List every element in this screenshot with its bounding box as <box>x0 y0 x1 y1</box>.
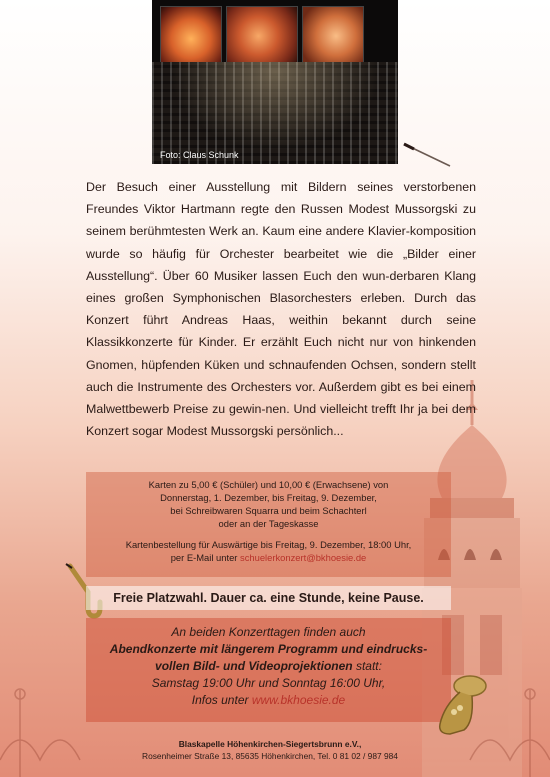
main-description <box>86 176 476 442</box>
ticket-order-line: Kartenbestellung für Auswärtige bis Freitag, 9. Dezember, 18:00 Uhr, <box>125 539 412 550</box>
description-paragraph: Der Besuch einer Ausstellung mit Bildern seines verstorbenen Freundes Viktor Hartmann regte den Russen Modest Mussorgski zu seinem berühmtesten Werk an. Kaum eine andere Klavier-komposition wurde so häufig für Orchester bearbeitet wie die „Bilder einer Ausstellung“. Über 60 Musiker lassen Euch den wun-derbaren Klang eines großen Symphonischen Blasorchesters erleben. Durch das Konzert führt Andreas Haas, weithin bekannt durch seine Klassikkonzerte für Kinder. Er erzählt Euch nicht nur von hinkenden Gnomen, hüpfenden Küken und schnaufenden Ochsen, sondern stellt auch die Instrumente des Orchesters vor. Außerdem gibt es bei einem Malwettbewerb Preise zu gewin-nen. Und vielleicht trefft Ihr ja bei dem Konzert sogar Modest Mussorgski persönlich... <box>86 180 476 439</box>
ticket-email-link[interactable]: schuelerkonzert@bkhoesie.de <box>240 552 367 563</box>
evening-info-prefix: Infos unter <box>191 693 252 707</box>
footer-organization: Blaskapelle Höhenkirchen-Siegertsbrunn e.V., <box>178 739 362 749</box>
evening-line-4: Samstag 19:00 Uhr und Sonntag 16:00 Uhr, <box>151 676 386 690</box>
ticket-price-line: Karten zu 5,00 € (Schüler) und 10,00 € (Erwachsene) von <box>148 479 389 490</box>
evening-line-1: An beiden Konzerttagen finden auch <box>171 625 366 639</box>
footer <box>90 738 450 762</box>
baton-icon <box>402 140 454 170</box>
evening-concerts-box <box>86 618 451 722</box>
ticket-boxoffice-line: oder an der Tageskasse <box>218 518 319 529</box>
evening-line-3-bold: vollen Bild- und Videoprojektionen <box>155 659 353 673</box>
evening-info-line <box>86 692 451 709</box>
ticket-info-box <box>86 472 451 577</box>
free-seating-note: Freie Platzwahl. Dauer ca. eine Stunde, keine Pause. <box>86 586 451 610</box>
projection-screen-left <box>160 6 222 66</box>
evening-line-3-rest: statt: <box>352 659 382 673</box>
ticket-email-line <box>86 551 451 564</box>
projection-screen-center <box>226 6 298 66</box>
footer-address: Rosenheimer Straße 13, 85635 Höhenkirchen, Tel. 0 81 02 / 987 984 <box>142 751 398 761</box>
website-link[interactable]: www.bkhoesie.de <box>251 693 346 707</box>
tuba-icon <box>424 672 490 740</box>
projection-screen-right <box>302 6 364 66</box>
orchestra-stage <box>152 62 398 164</box>
evening-line-2: Abendkonzerte mit längerem Programm und eindrucks- <box>109 642 428 656</box>
ticket-email-prefix: per E-Mail unter <box>170 552 241 563</box>
photo-credit: Foto: Claus Schunk <box>160 150 239 160</box>
orchestra-photo <box>152 0 398 164</box>
ticket-date-line: Donnerstag, 1. Dezember, bis Freitag, 9. Dezember, <box>160 492 377 503</box>
evening-line-3 <box>86 658 451 675</box>
ticket-shop-line: bei Schreibwaren Squarra und beim Schachterl <box>170 505 367 516</box>
